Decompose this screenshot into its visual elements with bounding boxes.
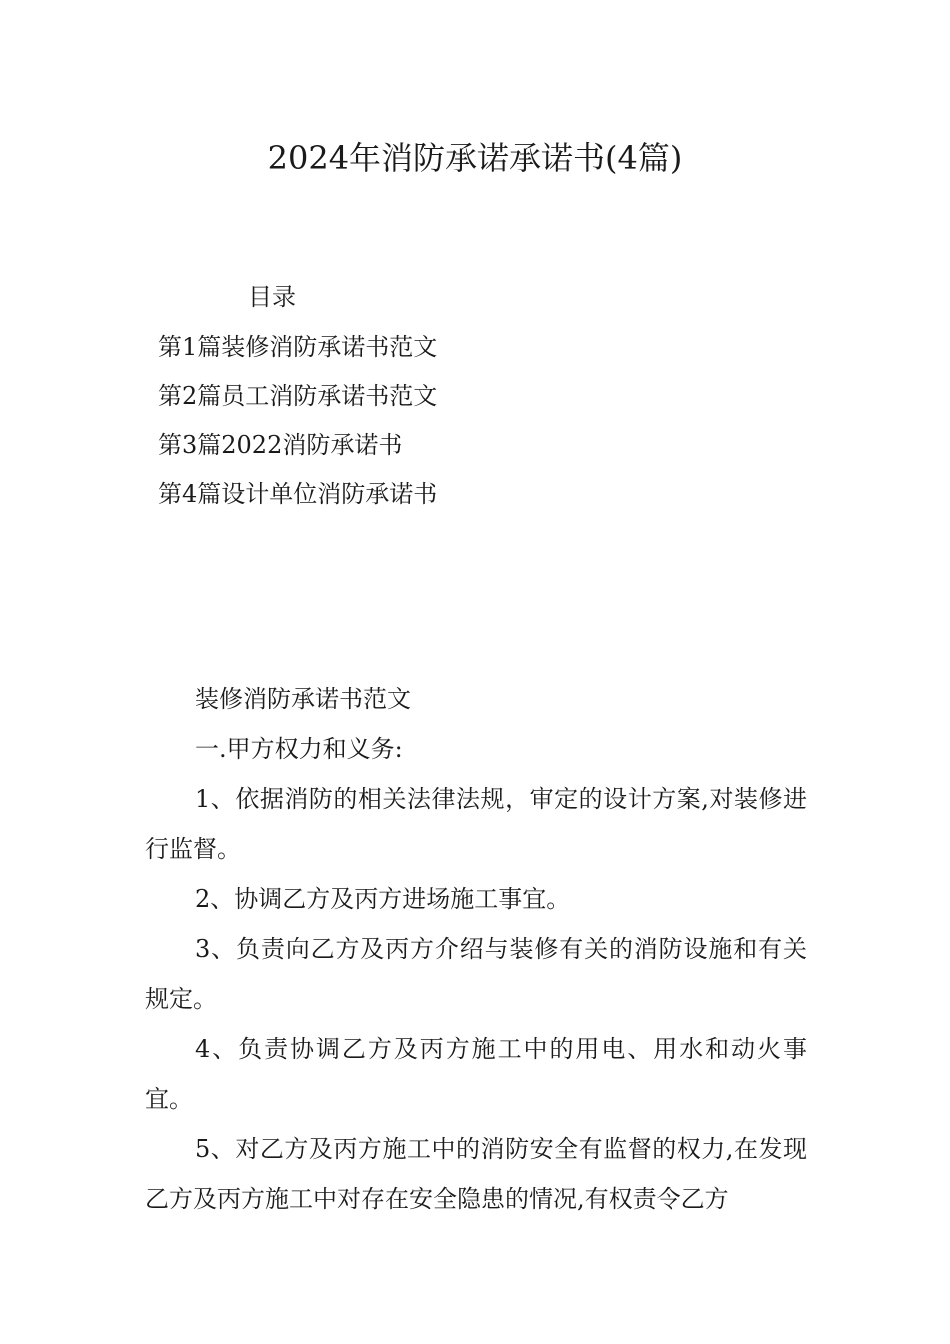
section-body <box>145 674 807 1224</box>
toc-item-4[interactable]: 第4篇设计单位消防承诺书 <box>158 480 438 508</box>
document-title: 2024年消防承诺承诺书(4篇) <box>267 139 683 177</box>
toc-heading: 目录 <box>248 283 296 311</box>
paragraph: 一.甲方权力和义务: <box>195 735 403 763</box>
paragraph: 5、对乙方及丙方施工中的消防安全有监督的权力,在发现乙方及丙方施工中对存在安全隐患的情况,有权责令乙方 <box>145 1135 807 1213</box>
paragraph: 1、依据消防的相关法律法规，审定的设计方案,对装修进行监督。 <box>145 785 807 863</box>
section-heading: 装修消防承诺书范文 <box>195 685 411 713</box>
paragraph: 3、负责向乙方及丙方介绍与装修有关的消防设施和有关规定。 <box>145 935 807 1013</box>
paragraph: 2、协调乙方及丙方进场施工事宜。 <box>195 885 571 913</box>
toc-item-1[interactable]: 第1篇装修消防承诺书范文 <box>158 333 438 361</box>
toc-item-2[interactable]: 第2篇员工消防承诺书范文 <box>158 382 438 410</box>
table-of-contents <box>158 330 437 526</box>
paragraph: 4、负责协调乙方及丙方施工中的用电、用水和动火事宜。 <box>145 1035 807 1113</box>
toc-item-3[interactable]: 第3篇2022消防承诺书 <box>158 431 403 459</box>
